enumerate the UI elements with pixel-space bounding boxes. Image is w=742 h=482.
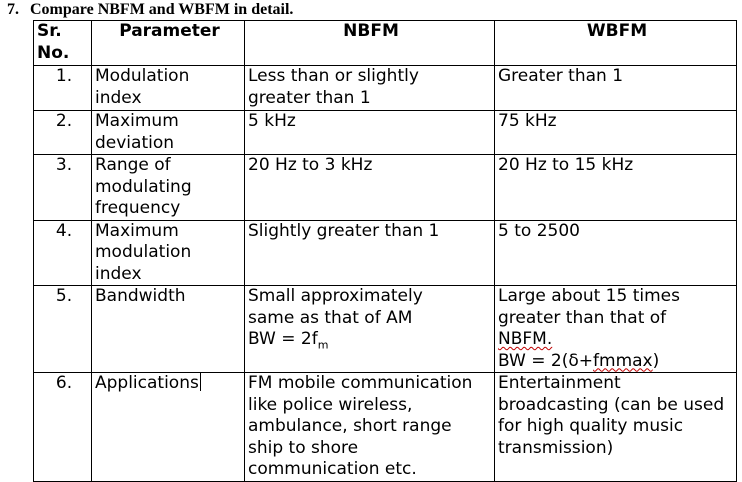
comparison-table: [33, 20, 737, 482]
wbfm-cell: Greater than 1: [495, 66, 737, 111]
nbfm-cell: Slightly greater than 1: [245, 220, 495, 286]
header-nbfm: NBFM: [245, 21, 495, 66]
table-row: [34, 220, 737, 286]
sr-cell: 3.: [34, 155, 92, 221]
wbfm-cell: 75 kHz: [495, 111, 737, 155]
parameter-cell: Maximum deviation: [92, 111, 245, 155]
header-wbfm: WBFM: [495, 21, 737, 66]
sr-cell: 4.: [34, 220, 92, 286]
table-row: [34, 286, 737, 373]
question-text: Compare NBFM and WBFM in detail.: [30, 1, 294, 18]
table-row: [34, 66, 737, 111]
wbfm-cell: 5 to 2500: [495, 220, 737, 286]
nbfm-cell: 5 kHz: [245, 111, 495, 155]
sr-cell: 5.: [34, 286, 92, 373]
parameter-cell: Bandwidth: [92, 286, 245, 373]
wbfm-cell: 20 Hz to 15 kHz: [495, 155, 737, 221]
table-row: [34, 373, 737, 482]
sr-cell: 2.: [34, 111, 92, 155]
table-row: [34, 155, 737, 221]
wbfm-cell: Large about 15 times greater than that of NBFM. BW = 2(δ+fmmax): [495, 286, 737, 373]
nbfm-cell: FM mobile communication like police wireless, ambulance, short range ship to shore communication etc.: [245, 373, 495, 482]
question-number: 7.: [7, 1, 19, 18]
parameter-cell: Maximum modulation index: [92, 220, 245, 286]
sr-cell: 1.: [34, 66, 92, 111]
wbfm-bandwidth-formula: BW = 2(δ+fmmax): [498, 350, 660, 371]
parameter-cell: Modulation index: [92, 66, 245, 111]
parameter-cell: Applications: [92, 373, 245, 482]
parameter-cell: Range of modulating frequency: [92, 155, 245, 221]
table-row: [34, 111, 737, 155]
nbfm-cell: 20 Hz to 3 kHz: [245, 155, 495, 221]
spellcheck-word: fmmax: [593, 350, 653, 371]
nbfm-cell: Less than or slightly greater than 1: [245, 66, 495, 111]
question-heading: [7, 1, 293, 19]
nbfm-bandwidth-formula: BW = $2f_m$: [248, 329, 329, 352]
spellcheck-word: NBFM.: [498, 329, 553, 349]
sr-cell: 6.: [34, 373, 92, 482]
text-cursor: [200, 373, 201, 391]
header-sr-no: Sr. No.: [34, 21, 92, 66]
header-parameter: Parameter: [92, 21, 245, 66]
table-header-row: [34, 21, 737, 66]
wbfm-cell: Entertainment broadcasting (can be used for high quality music transmission): [495, 373, 737, 482]
nbfm-cell: Small approximately same as that of AM BW = $2f_m$: [245, 286, 495, 373]
